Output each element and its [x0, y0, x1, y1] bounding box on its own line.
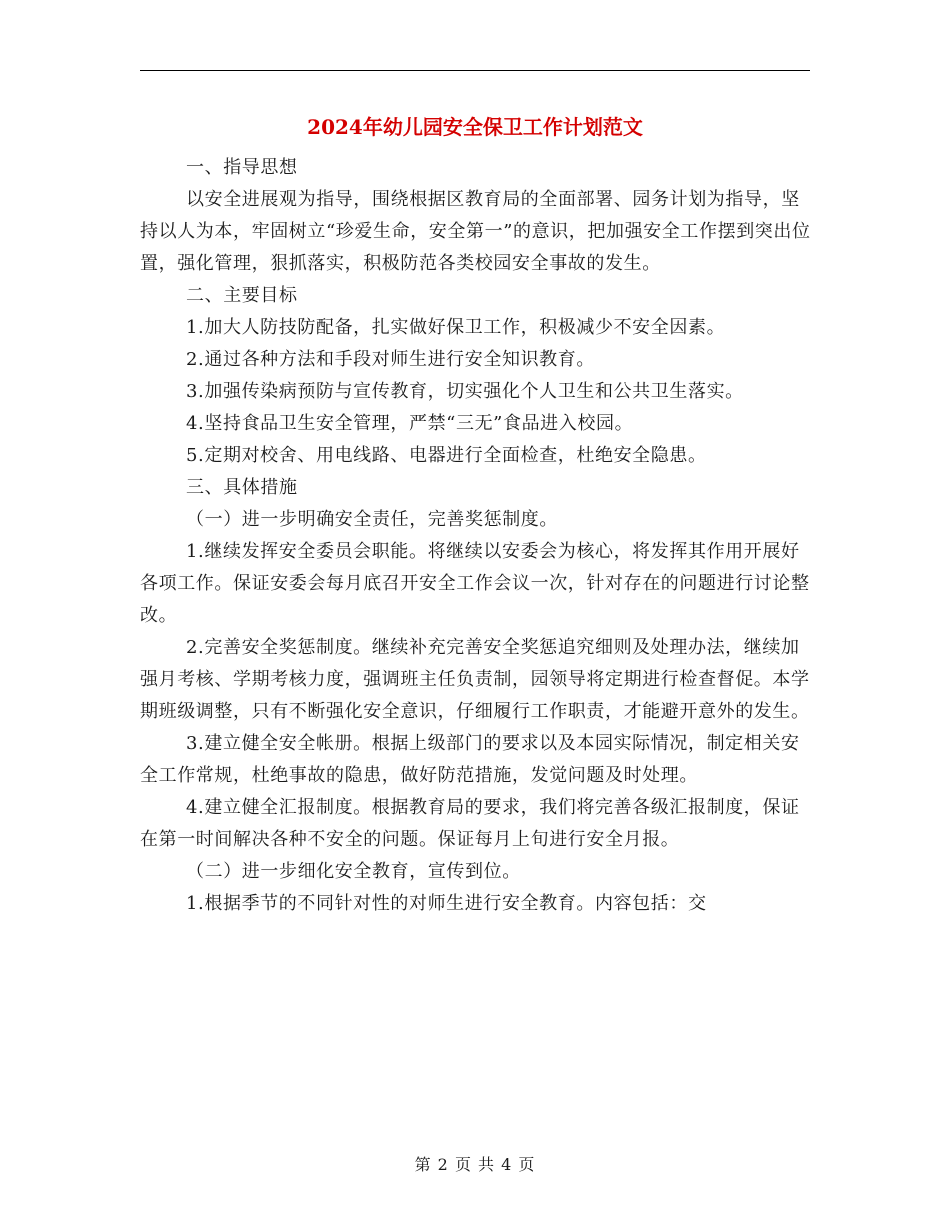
subsection-heading: （二）进一步细化安全教育，宣传到位。 — [186, 861, 521, 882]
page-number-footer: 第 2 页 共 4 页 — [414, 1155, 536, 1174]
paragraph: 1.继续发挥安全委员会职能。将继续以安委会为核心，将发挥其作用开展好各项工作。保证安委会每月底召开安全工作会议一次，针对存在的问题进行讨论整改。 — [140, 541, 810, 626]
paragraph: 2.完善安全奖惩制度。继续补充完善安全奖惩追究细则及处理办法，继续加强月考核、学期考核力度，强调班主任负责制，园领导将定期进行检查督促。本学期班级调整，只有不断强化安全意识，仔细履行工作职责，才能避开意外的发生。 — [140, 637, 810, 722]
list-item: 2.通过各种方法和手段对师生进行安全知识教育。 — [186, 349, 595, 370]
paragraph: 4.建立健全汇报制度。根据教育局的要求，我们将完善各级汇报制度，保证在第一时间解决各种不安全的问题。保证每月上旬进行安全月报。 — [140, 797, 800, 850]
list-item: 1.加大人防技防配备，扎实做好保卫工作，积极减少不安全因素。 — [186, 317, 726, 338]
section-heading-main-goals: 二、主要目标 — [186, 285, 298, 306]
section-heading-specific-measures: 三、具体措施 — [186, 477, 298, 498]
section-heading-guiding-ideology: 一、指导思想 — [186, 157, 298, 178]
header-rule — [140, 70, 810, 71]
subsection-heading: （一）进一步明确安全责任，完善奖惩制度。 — [186, 509, 558, 530]
list-item: 3.加强传染病预防与宣传教育，切实强化个人卫生和公共卫生落实。 — [186, 381, 744, 402]
list-item: 5.定期对校舍、用电线路、电器进行全面检查，杜绝安全隐患。 — [186, 445, 707, 466]
paragraph: 以安全进展观为指导，围绕根据区教育局的全面部署、园务计划为指导，坚持以人为本，牢固树立“珍爱生命，安全第一”的意识，把加强安全工作摆到突出位置，强化管理，狠抓落实，积极防范各类校园安全事故的发生。 — [140, 189, 811, 274]
document-title: 2024年幼儿园安全保卫工作计划范文 — [307, 115, 643, 139]
paragraph: 1.根据季节的不同针对性的对师生进行安全教育。内容包括：交 — [186, 893, 707, 914]
paragraph: 3.建立健全安全帐册。根据上级部门的要求以及本园实际情况，制定相关安全工作常规，杜绝事故的隐患，做好防范措施，发觉问题及时处理。 — [140, 733, 800, 786]
list-item: 4.坚持食品卫生安全管理，严禁“三无”食品进入校园。 — [186, 413, 634, 434]
document-body — [140, 152, 812, 920]
